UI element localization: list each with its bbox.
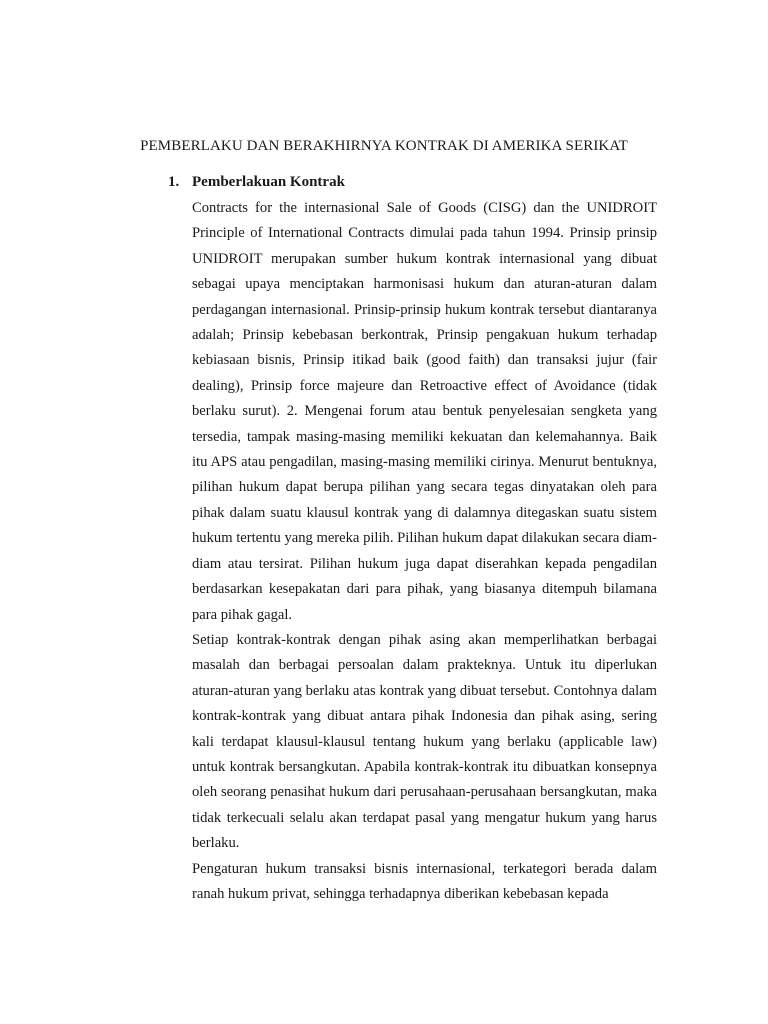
- section-number: 1.: [168, 174, 180, 190]
- document-body: [192, 196, 657, 907]
- document-title: PEMBERLAKU DAN BERAKHIRNYA KONTRAK DI AMERIKA SERIKAT: [140, 138, 628, 154]
- paragraph-2: Setiap kontrak-kontrak dengan pihak asing akan memperlihatkan berbagai masalah dan berbagai persoalan dalam prakteknya. Untuk itu diperlukan aturan-aturan yang berlaku atas kontrak yang dibuat tersebut. Contohnya dalam kontrak-kontrak yang dibuat antara pihak Indonesia dan pihak asing, sering kali terdapat klausul-klausul tentang hukum yang berlaku (applicable law) untuk kontrak bersangkutan. Apabila kontrak-kontrak itu dibuatkan konsepnya oleh seorang penasihat hukum dari perusahaan-perusahaan bersangkutan, maka tidak terkecuali selalu akan terdapat pasal yang mengatur hukum yang harus berlaku.: [192, 631, 657, 852]
- paragraph-3: Pengaturan hukum transaksi bisnis internasional, terkategori berada dalam ranah hukum privat, sehingga terhadapnya diberikan kebebasan kepada: [192, 860, 657, 902]
- paragraph-1: Contracts for the internasional Sale of Goods (CISG) dan the UNIDROIT Principle of International Contracts dimulai pada tahun 1994. Prinsip prinsip UNIDROIT merupakan sumber hukum kontrak internasional yang dibuat sebagai upaya menciptakan harmonisasi hukum dan aturan-aturan dalam perdagangan internasional. Prinsip-prinsip hukum kontrak tersebut diantaranya adalah; Prinsip kebebasan berkontrak, Prinsip pengakuan hukum terhadap kebiasaan bisnis, Prinsip itikad baik (good faith) dan transaksi jujur (fair dealing), Prinsip force majeure dan Retroactive effect of Avoidance (tidak berlaku surut). 2. Mengenai forum atau bentuk penyelesaian sengketa yang tersedia, tampak masing-masing memiliki kekuatan dan kelemahannya. Baik itu APS atau pengadilan, masing-masing memiliki cirinya. Menurut bentuknya, pilihan hukum dapat berupa pilihan yang secara tegas dinyatakan oleh para pihak dalam suatu klausul kontrak yang di dalamnya ditegaskan suatu sistem hukum tertentu yang mereka pilih. Pilihan hukum dapat dilakukan secara diam-diam atau tersirat. Pilihan hukum juga dapat diserahkan kepada pengadilan berdasarkan kesepakatan dari para pihak, yang biasanya ditempuh bilamana para pihak gagal.: [192, 200, 657, 623]
- section-title: Pemberlakuan Kontrak: [192, 174, 345, 190]
- section-heading: [168, 172, 345, 192]
